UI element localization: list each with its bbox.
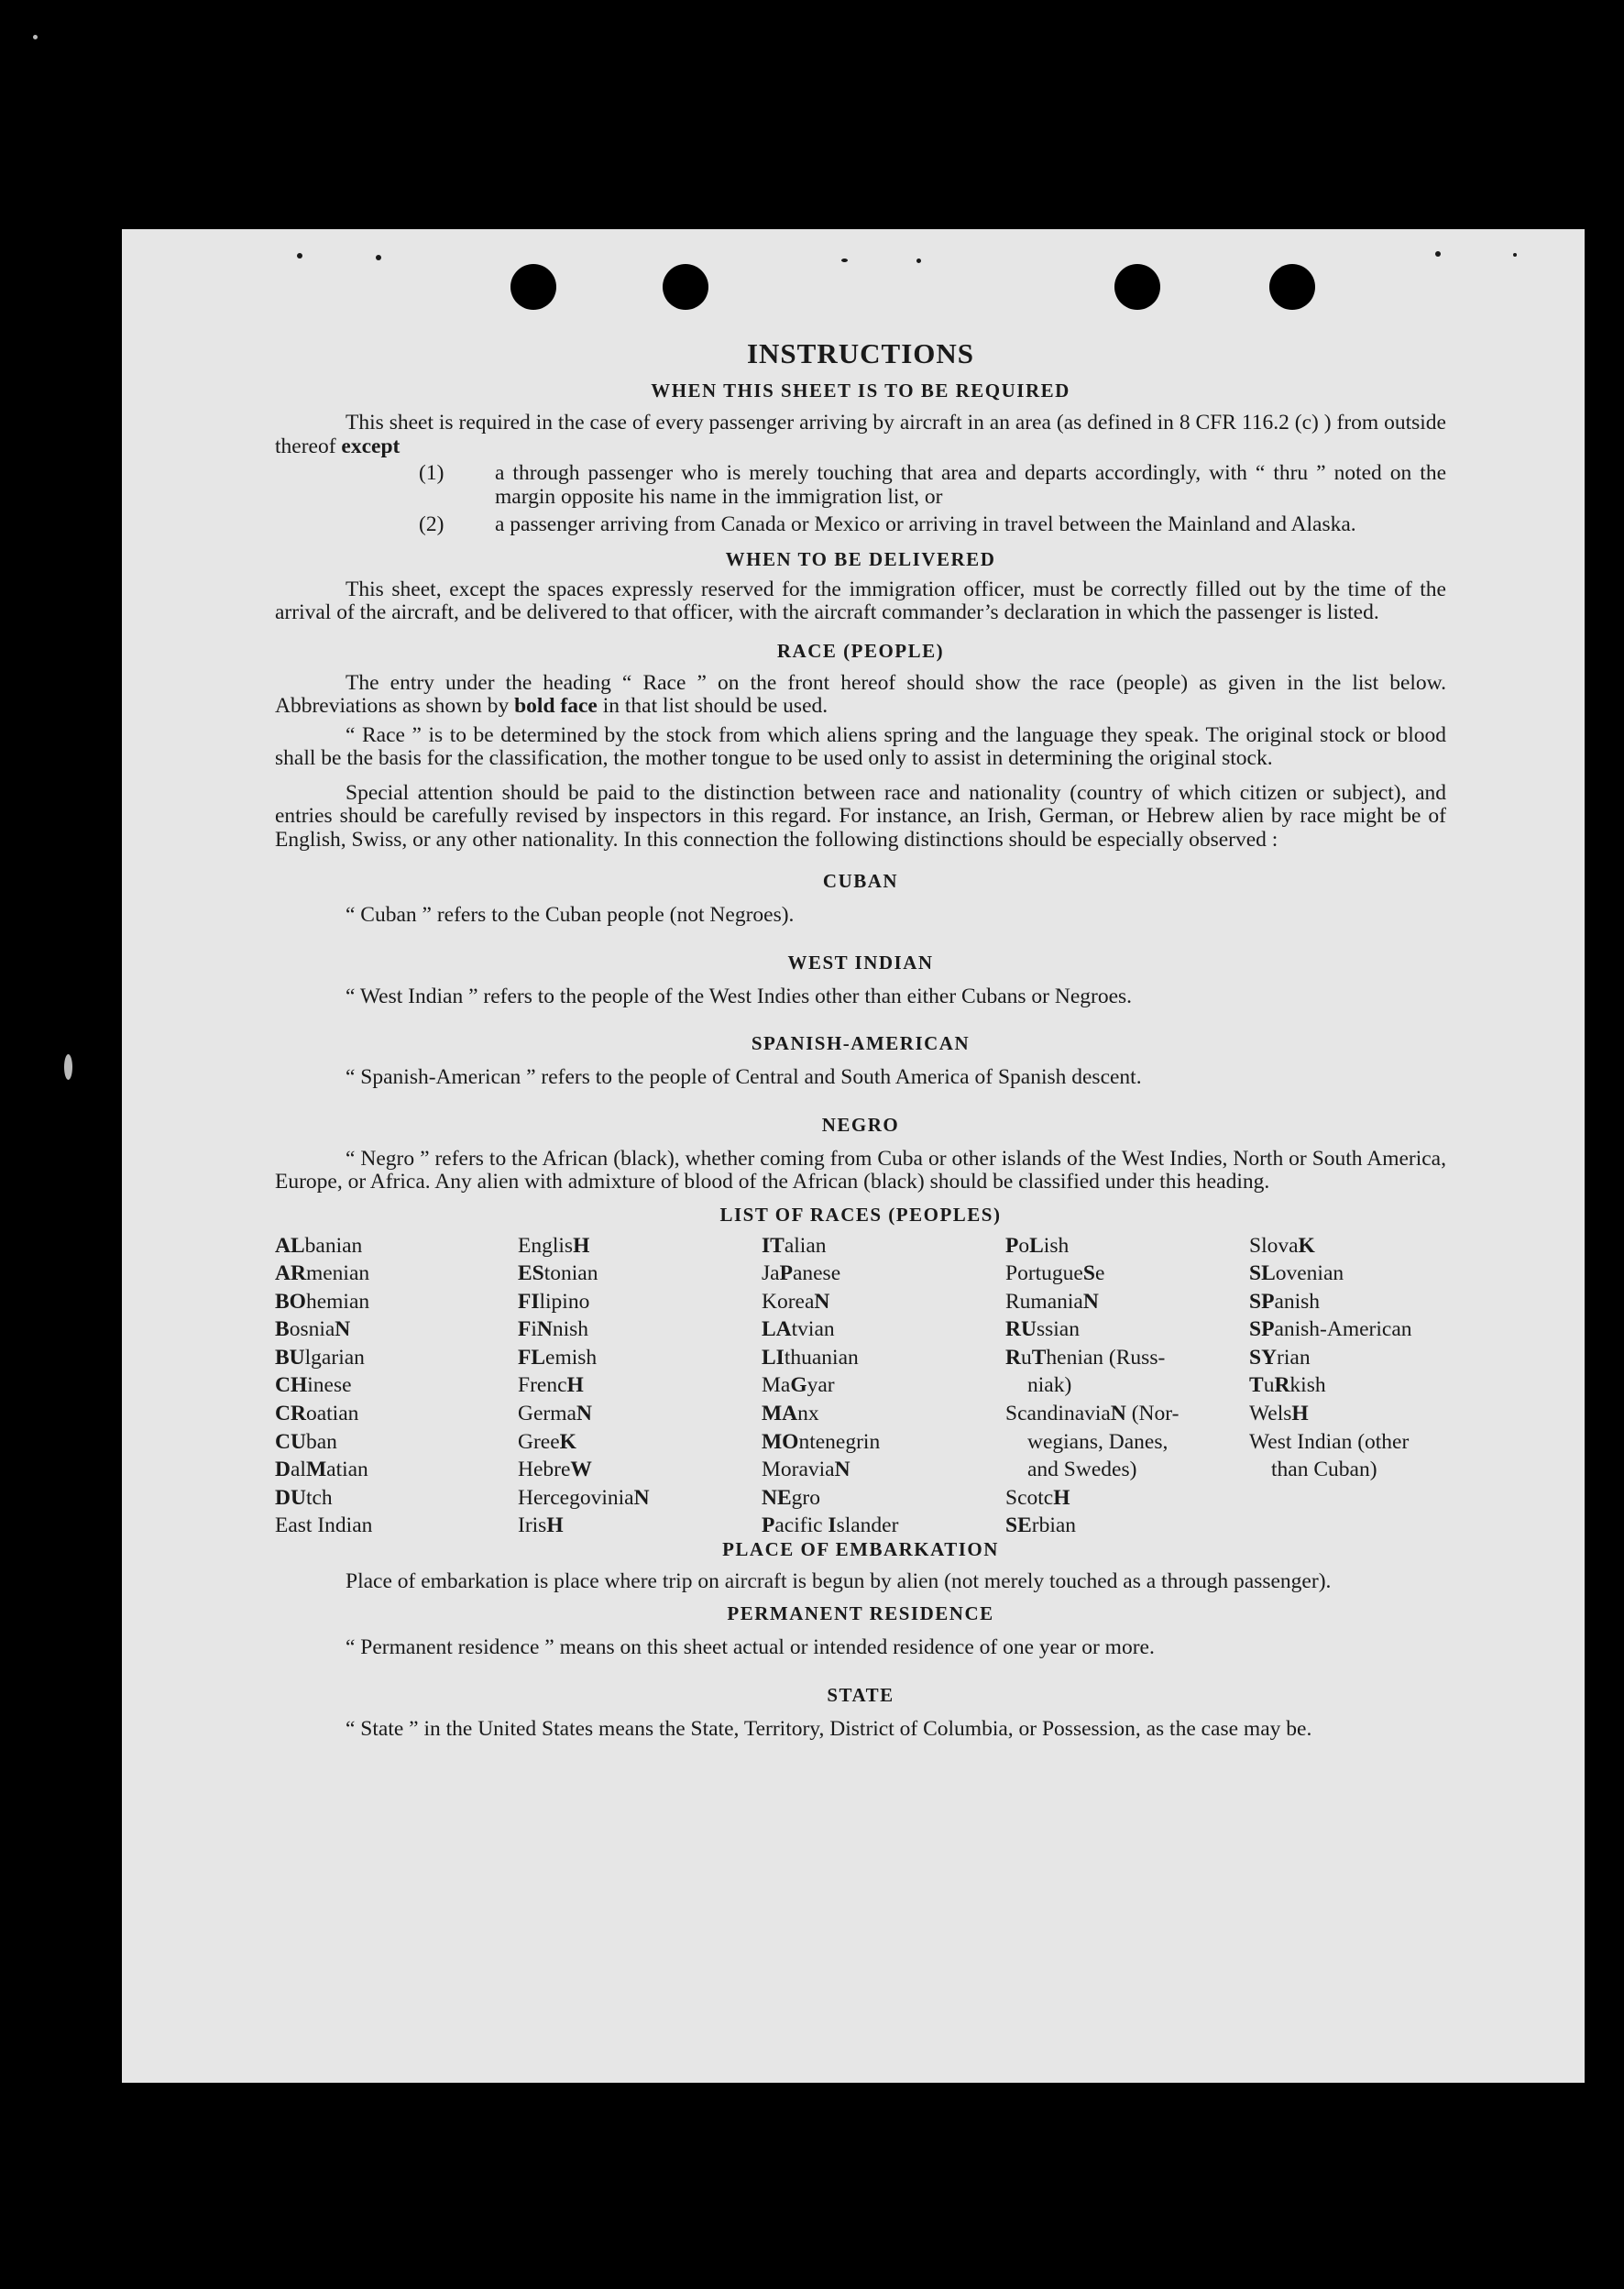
race-entry: MOntenegrin bbox=[762, 1429, 881, 1454]
paragraph-cuban: “ Cuban ” refers to the Cuban people (not Negroes). bbox=[346, 903, 795, 927]
race-entry: BosniaN bbox=[275, 1317, 351, 1342]
race-entry: ScandinaviaN (Nor- bbox=[1005, 1402, 1180, 1426]
scan-speck bbox=[1513, 253, 1517, 257]
heading-when-delivered: WHEN TO BE DELIVERED bbox=[725, 547, 996, 570]
race-entry: DUtch bbox=[275, 1485, 333, 1510]
punch-hole bbox=[1269, 264, 1315, 310]
race-entry: EStonian bbox=[518, 1261, 598, 1286]
race-entry: RuThenian (Russ- bbox=[1005, 1345, 1166, 1370]
race-entry: MAnx bbox=[762, 1402, 819, 1426]
scan-speck bbox=[297, 253, 302, 259]
race-entry: HebreW bbox=[518, 1458, 592, 1482]
race-entry: East Indian bbox=[275, 1513, 373, 1538]
paragraph-west-indian: “ West Indian ” refers to the people of the West Indies other than either Cubans or Negroes. bbox=[346, 984, 1133, 1008]
paragraph-spanish-american: “ Spanish-American ” refers to the people of Central and South America of Spanish descent. bbox=[346, 1065, 1142, 1089]
paragraph-race-2: “ Race ” is to be determined by the stock from which aliens spring and the language they speak. The original stock or blood shall be the basis for the classification, the mother tongue to be used only to assist in determining the original stock. bbox=[275, 722, 1446, 770]
race-entry: NEgro bbox=[762, 1485, 820, 1510]
heading-spanish-american: SPANISH-AMERICAN bbox=[751, 1032, 971, 1054]
race-entry: CUban bbox=[275, 1429, 337, 1454]
race-entry: DalMatian bbox=[275, 1458, 368, 1482]
exception-item: (1) a through passenger who is merely touching that area and departs accordingly, with “ thru ” noted on the margin opposite his name in the immigration list, or bbox=[419, 461, 1446, 509]
instructions-text bbox=[275, 337, 1446, 1741]
punch-hole bbox=[1114, 264, 1160, 310]
race-entry: HercegoviniaN bbox=[518, 1485, 650, 1510]
paragraph-delivered: This sheet, except the spaces expressly reserved for the immigration officer, must be correctly filled out by the time of the arrival of the aircraft, and be delivered to that officer, with the aircraft commander’s declaration in which the passenger is listed. bbox=[275, 577, 1446, 624]
heading-negro: NEGRO bbox=[821, 1113, 900, 1136]
race-entry: LIthuanian bbox=[762, 1345, 859, 1370]
paragraph-negro: “ Negro ” refers to the African (black), whether coming from Cuba or other islands of the West Indies, North or South America, Europe, or Africa. Any alien with admixture of blood of the African (black) should be classified under this heading. bbox=[275, 1146, 1446, 1194]
paragraph-race-3: Special attention should be paid to the distinction between race and nationality (country of which citizen or subject), and entries should be carefully revised by inspectors in this regard. For instance, an Irish, German, or Hebrew alien by race might be of English, Swiss, or any other nationality. In this connection the following distinctions should be especially observed : bbox=[275, 780, 1446, 852]
race-entry: GermaN bbox=[518, 1402, 592, 1426]
heading-west-indian: WEST INDIAN bbox=[787, 951, 934, 974]
race-entry: MoraviaN bbox=[762, 1458, 850, 1482]
races-column bbox=[275, 1232, 372, 1541]
paragraph-race-1: The entry under the heading “ Race ” on the front hereof should show the race (people) as given in the list below. Abbreviations as shown by bold face in that list should be used. bbox=[275, 670, 1446, 718]
race-entry: wegians, Danes, bbox=[1027, 1429, 1169, 1454]
races-column bbox=[1005, 1232, 1179, 1541]
heading-permanent-residence: PERMANENT RESIDENCE bbox=[727, 1602, 994, 1624]
race-entry: CRoatian bbox=[275, 1402, 359, 1426]
race-entry: TuRkish bbox=[1249, 1373, 1326, 1398]
scan-speck bbox=[916, 259, 921, 263]
race-entry: EnglisH bbox=[518, 1233, 590, 1258]
scan-speck bbox=[64, 1054, 72, 1080]
scan-speck bbox=[376, 255, 381, 260]
race-entry: FLemish bbox=[518, 1345, 598, 1370]
heading-cuban: CUBAN bbox=[822, 870, 899, 892]
race-entry: JaPanese bbox=[762, 1261, 841, 1286]
race-entry: FIlipino bbox=[518, 1289, 590, 1314]
race-entry: ALbanian bbox=[275, 1233, 363, 1258]
heading-state: STATE bbox=[827, 1683, 894, 1706]
race-entry: RUssian bbox=[1005, 1317, 1080, 1342]
race-entry: LAtvian bbox=[762, 1317, 835, 1342]
race-entry: PoLish bbox=[1005, 1233, 1070, 1258]
race-entry: GreeK bbox=[518, 1429, 576, 1454]
race-entry: SlovaK bbox=[1249, 1233, 1315, 1258]
race-entry: SLovenian bbox=[1249, 1261, 1344, 1286]
race-entry: SErbian bbox=[1005, 1513, 1077, 1538]
race-entry: ARmenian bbox=[275, 1261, 370, 1286]
heading-race: RACE (PEOPLE) bbox=[776, 639, 945, 662]
race-entry: ITalian bbox=[762, 1233, 827, 1258]
race-entry: SPanish-American bbox=[1249, 1317, 1412, 1342]
paragraph-required: This sheet is required in the case of every passenger arriving by aircraft in an area (as defined in 8 CFR 116.2 (c) ) from outside thereof except bbox=[275, 411, 1446, 458]
race-entry: IrisH bbox=[518, 1513, 564, 1538]
race-entry: SPanish bbox=[1249, 1289, 1321, 1314]
race-entry: MaGyar bbox=[762, 1373, 835, 1398]
scan-speck bbox=[841, 259, 848, 262]
race-entry: RumaniaN bbox=[1005, 1289, 1099, 1314]
paragraph-embarkation: Place of embarkation is place where trip on aircraft is begun by alien (not merely touched as a through passenger). bbox=[346, 1568, 1332, 1593]
race-entry: FrencH bbox=[518, 1373, 584, 1398]
paragraph-state: “ State ” in the United States means the State, Territory, District of Columbia, or Possession, as the case may be. bbox=[346, 1716, 1312, 1741]
race-entry: WelsH bbox=[1249, 1402, 1309, 1426]
exception-item: (2) a passenger arriving from Canada or Mexico or arriving in travel between the Mainland and Alaska. bbox=[419, 512, 1356, 536]
race-entry: PortugueSe bbox=[1005, 1261, 1105, 1286]
heading-place-of-embarkation: PLACE OF EMBARKATION bbox=[722, 1537, 999, 1560]
heading-when-required: WHEN THIS SHEET IS TO BE REQUIRED bbox=[651, 380, 1070, 402]
race-entry: FiNnish bbox=[518, 1317, 589, 1342]
heading-list-of-races: LIST OF RACES (PEOPLES) bbox=[719, 1203, 1002, 1226]
race-entry: Pacific Islander bbox=[762, 1513, 899, 1538]
page-title: INSTRUCTIONS bbox=[746, 337, 974, 369]
race-entry: than Cuban) bbox=[1271, 1458, 1377, 1482]
race-entry: BOhemian bbox=[275, 1289, 370, 1314]
races-column bbox=[518, 1232, 650, 1541]
races-column bbox=[762, 1232, 898, 1541]
scan-speck bbox=[1435, 251, 1441, 257]
races-column bbox=[1249, 1232, 1412, 1484]
scan-speck bbox=[33, 35, 38, 39]
race-entry: ScotcH bbox=[1005, 1485, 1070, 1510]
races-list bbox=[275, 1232, 1446, 1538]
race-entry: CHinese bbox=[275, 1373, 352, 1398]
punch-hole bbox=[510, 264, 556, 310]
race-entry: and Swedes) bbox=[1027, 1458, 1137, 1482]
race-entry: KoreaN bbox=[762, 1289, 830, 1314]
race-entry: niak) bbox=[1027, 1373, 1072, 1398]
race-entry: West Indian (other bbox=[1249, 1429, 1410, 1454]
punch-hole bbox=[663, 264, 708, 310]
race-entry: BUlgarian bbox=[275, 1345, 365, 1370]
race-entry: SYrian bbox=[1249, 1345, 1311, 1370]
paragraph-residence: “ Permanent residence ” means on this sheet actual or intended residence of one year or more. bbox=[346, 1635, 1155, 1659]
